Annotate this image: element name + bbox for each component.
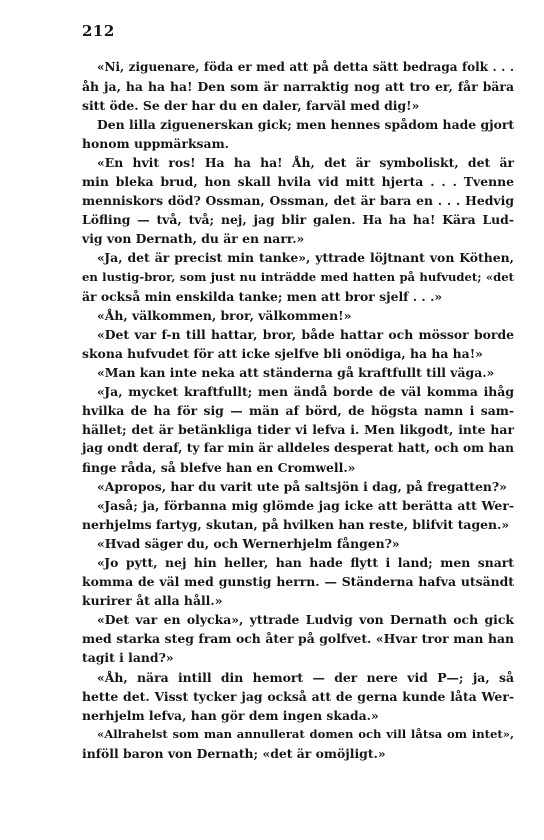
text-line: «Jaså; ja, förbanna mig glömde jag icke att berätta att Wer-: [97, 498, 514, 514]
text-line: är också min enskilda tanke; men att bror sjelf . . .»: [82, 288, 443, 304]
text-line: åh ja, ha ha ha! Den som är narraktig nog att tro er, får bära: [82, 79, 514, 95]
text-line: skona hufvudet för att icke sjelfve bli onödiga, ha ha ha!»: [82, 345, 483, 361]
text-line: honom uppmärksam.: [82, 136, 229, 152]
text-line: sitt öde. Se der har du en daler, farväl med dig!»: [82, 98, 420, 114]
text-line: «Hvad säger du, och Wernerhjelm fången?»: [97, 536, 400, 552]
text-line: «Apropos, har du varit ute på saltsjön i dag, på fregatten?»: [97, 479, 507, 495]
text-line: hället; det är betänkliga tider vi lefva i. Men likgodt, inte har: [82, 421, 514, 437]
text-line: «En hvit ros! Ha ha ha! Åh, det är symboliskt, det är: [97, 155, 514, 171]
text-line: nerhjelms fartyg, skutan, på hvilken han reste, blifvit tagen.»: [82, 517, 510, 533]
text-line: min bleka brud, hon skall hvila vid mitt hjerta . . . Tvenne: [82, 174, 514, 190]
text-line: inföll baron von Dernath; «det är omöjligt.»: [82, 745, 386, 761]
text-line: «Jo pytt, nej hin heller, han hade flytt i land; men snart: [97, 555, 514, 571]
text-line: hette det. Visst tycker jag också att de gerna kunde låta Wer-: [82, 688, 514, 704]
text-line: «Ja, mycket kraftfullt; men ändå borde de väl komma ihåg: [97, 383, 514, 399]
body-text: [82, 58, 514, 763]
text-line: komma de väl med gunstig herrn. — Ständerna hafva utsändt: [82, 574, 514, 590]
text-line: «Allrahelst som man annullerat domen och vill låtsa om intet»,: [97, 726, 514, 741]
text-line: «Det var f-n till hattar, bror, både hattar och mössor borde: [97, 326, 514, 342]
text-line: tagit i land?»: [82, 650, 174, 666]
text-line: jag ondt deraf, ty far min är alldeles desperat hatt, och om han: [82, 440, 514, 455]
text-line: «Åh, nära intill din hemort — der nere vid P—; ja, så: [97, 669, 514, 685]
text-line: «Ja, det är precist min tanke», yttrade löjtnant von Köthen,: [97, 250, 514, 266]
page-number: 212: [82, 22, 115, 40]
text-line: «Det var en olycka», yttrade Ludvig von Dernath och gick: [97, 612, 514, 628]
text-line: en lustig-bror, som just nu inträdde med hatten på hufvudet; «det: [82, 269, 514, 284]
text-line: vig von Dernath, du är en narr.»: [82, 231, 305, 247]
text-line: finge råda, så blefve han en Cromwell.»: [82, 459, 356, 475]
text-line: menniskors död? Ossman, Ossman, det är bara en . . . Hedvig: [82, 193, 514, 209]
text-line: «Man kan inte neka att ständerna gå kraftfullt till väga.»: [97, 364, 495, 380]
text-line: nerhjelm lefva, han gör dem ingen skada.»: [82, 707, 379, 723]
text-line: hvilka de ha för sig — män af börd, de högsta namn i sam-: [82, 402, 514, 418]
text-line: Löfling — två, två; nej, jag blir galen. Ha ha ha! Kära Lud-: [82, 212, 514, 228]
text-line: kurirer åt alla håll.»: [82, 593, 223, 609]
text-line: «Ni, ziguenare, föda er med att på detta sätt bedraga folk . . .: [97, 60, 514, 74]
text-line: med starka steg fram och åter på golfvet. «Hvar tror man han: [82, 631, 514, 647]
text-line: «Åh, välkommen, bror, välkommen!»: [97, 307, 352, 323]
text-line: Den lilla ziguenerskan gick; men hennes spådom hade gjort: [97, 117, 515, 133]
